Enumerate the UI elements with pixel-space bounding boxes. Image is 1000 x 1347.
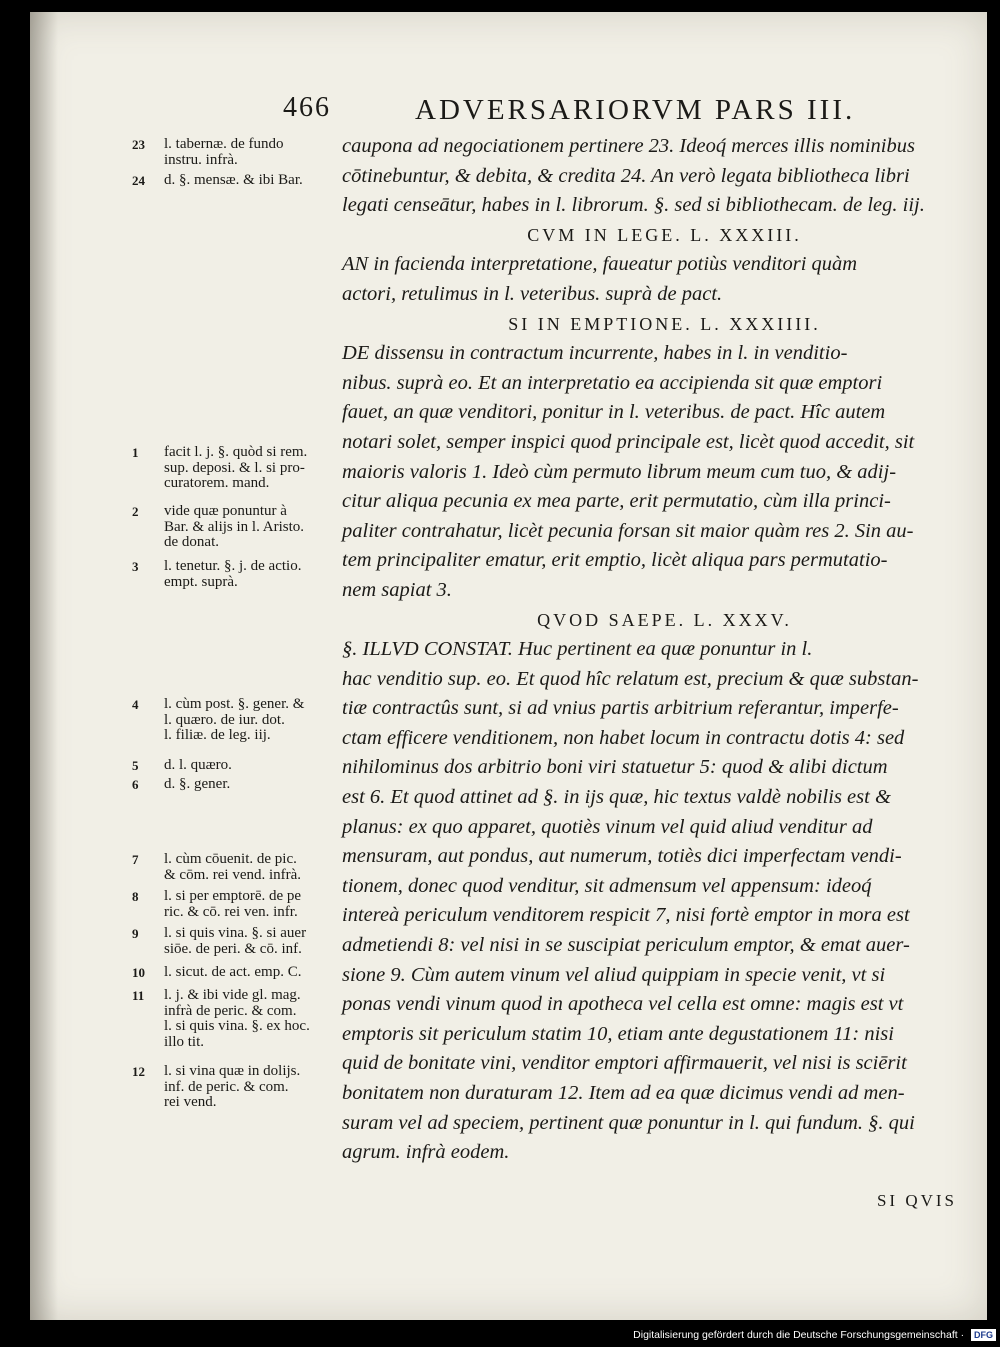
page-number: 466 (283, 92, 331, 123)
text-line: admetiendi 8: vel nisi in se suscipiat periculum emptor, & emat auer- (342, 934, 910, 957)
text-line: caupona ad negociationem pertinere 23. Ideoq́ merces illis nominibus (342, 135, 915, 157)
note-number: 10 (132, 965, 145, 980)
text-line: suram vel ad speciem, pertinent quæ ponuntur in l. qui fundum. §. qui (342, 1111, 915, 1134)
note-text (164, 697, 374, 744)
note-line: l. sicut. de act. emp. C. (164, 964, 302, 980)
dfg-logo: DFG (971, 1329, 996, 1341)
note-text (164, 926, 374, 957)
note-line: l. j. & ibi vide gl. mag. (164, 987, 301, 1003)
note-line: vide quæ ponuntur à (164, 503, 287, 519)
note-text (164, 504, 374, 551)
note-line: d. §. mensæ. & ibi Bar. (164, 172, 303, 188)
note-line: l. si quis vina. §. ex hoc. (164, 1018, 310, 1034)
text-line: sione 9. Cùm autem vinum vel aliud quippiam in specie venit, vt si (342, 963, 886, 986)
note-line: facit l. j. §. quòd si rem. (164, 444, 308, 460)
text-line: notari solet, semper inspici quod principale est, licèt quod accedit, sit (342, 430, 915, 453)
text-line: ctam efficere venditionem, non habet locum in contractu dotis 4: sed (342, 726, 905, 749)
note-line: l. si vina quæ in dolijs. (164, 1063, 301, 1079)
note-line: instru. infrà. (164, 151, 238, 168)
text-line: emptoris sit periculum statim 10, etiam ante degustationem 11: nisi (342, 1022, 894, 1045)
note-line: ric. & cō. rei ven. infr. (164, 903, 298, 920)
note-line: curatorem. mand. (164, 475, 270, 491)
text-line: paliter contrahatur, licèt pecunia forsan sit maior quàm res 2. Sin au- (342, 519, 914, 542)
note-text (164, 988, 374, 1050)
funding-text: Digitalisierung gefördert durch die Deutsche Forschungsgemeinschaft · (633, 1329, 965, 1341)
note-line: l. filiæ. de leg. iij. (164, 727, 271, 743)
note-number: 11 (132, 988, 145, 1003)
note-line: inf. de peric. & com. (164, 1078, 289, 1095)
note-text (164, 445, 374, 492)
text-line: nem sapiat 3. (342, 578, 452, 601)
note-line: l. tenetur. §. j. de actio. (164, 558, 302, 574)
text-line: DE dissensu in contractum incurrente, habes in l. in venditio- (342, 342, 848, 365)
text-line: mensuram, aut pondus, aut numerum, totiès dici imperfectam vendi- (342, 845, 902, 868)
text-line: actori, retulimus in l. veteribus. suprà de pact. (342, 282, 723, 305)
note-text (164, 137, 374, 168)
text-line: hac venditio sup. eo. Et quod hîc relatum est, precium & quæ substan- (342, 667, 919, 690)
catchword: SI QVIS (876, 1190, 957, 1210)
note-line: sup. deposi. & l. si pro- (164, 459, 305, 476)
text-line: tem principaliter ematur, erit emptio, licèt aliqua pars permutatio- (342, 549, 888, 572)
text-line: nibus. suprà eo. Et an interpretatio ea accipienda sit quæ emptori (342, 371, 883, 394)
note-line: d. §. gener. (164, 776, 231, 792)
note-line: & cōm. rei vend. infrà. (164, 866, 302, 883)
note-line: l. tabernæ. de fundo (164, 136, 284, 152)
funding-footer (600, 1329, 996, 1343)
note-line: infrà de peric. & com. (164, 1002, 297, 1019)
note-number: 3 (132, 559, 139, 574)
text-line: citur aliqua pecunia ex mea parte, erit permutatio, cùm illa princi- (342, 490, 891, 513)
book-page (30, 12, 987, 1320)
note-line: siōe. de peri. & cō. inf. (164, 940, 302, 957)
section-heading: SI IN EMPTIONE. L. XXXIIII. (508, 313, 821, 334)
note-text (164, 777, 374, 793)
text-line: maioris valoris 1. Ideò cùm permuto librum meum cum tuo, & adij- (342, 460, 897, 483)
note-line: l. cùm post. §. gener. & (164, 696, 305, 712)
note-number: 4 (132, 697, 139, 712)
note-number: 12 (132, 1064, 145, 1079)
note-number: 8 (132, 889, 139, 904)
note-number: 23 (132, 137, 145, 152)
note-text (164, 173, 374, 189)
note-line: l. si quis vina. §. si auer (164, 925, 307, 941)
section-heading: CVM IN LEGE. L. XXXIII. (527, 224, 802, 245)
main-text (342, 132, 987, 1215)
running-title: ADVERSARIORVM PARS III. (415, 94, 856, 126)
note-text (164, 758, 374, 774)
section-heading: QVOD SAEPE. L. XXXV. (537, 609, 792, 630)
note-line: rei vend. (164, 1094, 217, 1110)
text-line: tiæ contractûs sunt, si ad vnius partis arbitrium referantur, imperfe- (342, 697, 899, 720)
note-number: 6 (132, 777, 139, 792)
text-line: legati censeātur, habes in l. librorum. §. sed si bibliothecam. de leg. iij. (342, 194, 925, 217)
note-line: l. si per emptorē. de pe (164, 888, 302, 904)
note-text (164, 965, 374, 981)
note-number: 5 (132, 758, 139, 773)
text-line: cōtinebuntur, & debita, & credita 24. An verò legata bibliotheca libri (342, 164, 910, 187)
note-number: 2 (132, 504, 139, 519)
text-line: agrum. infrà eodem. (342, 1141, 510, 1164)
note-line: l. cùm cōuenit. de pic. (164, 851, 297, 867)
note-line: d. l. quæro. (164, 757, 232, 773)
running-head (283, 92, 915, 132)
note-text (164, 852, 374, 883)
text-line: bonitatem non duraturam 12. Item ad ea quæ dicimus vendi ad men- (342, 1082, 905, 1104)
text-line: quid de bonitate vini, venditor emptori affirmauerit, vel nisi is sciērit (342, 1052, 907, 1075)
page-gutter-shadow (30, 12, 58, 1320)
text-line: planus: ex quo apparet, quotiès vinum vel quid aliud venditur ad (342, 815, 873, 838)
note-number: 7 (132, 852, 139, 867)
note-line: l. quæro. de iur. dot. (164, 711, 285, 728)
note-line: empt. suprà. (164, 573, 238, 590)
text-line: tionem, donec quod venditur, sit admensum vel appensum: ideoq́ (342, 874, 872, 897)
note-number: 24 (132, 173, 145, 188)
note-number: 1 (132, 445, 139, 460)
text-line: intereà periculum venditorem respicit 7, nisi fortè emptor in mora est (342, 904, 910, 927)
text-line: ponas vendi vinum quod in apotheca vel cella est omne: magis est vt (342, 993, 904, 1016)
note-line: Bar. & alijs in l. Aristo. (164, 518, 305, 535)
text-line: §. ILLVD CONSTAT. Huc pertinent ea quæ ponuntur in l. (342, 638, 813, 661)
note-text (164, 559, 374, 590)
note-number: 9 (132, 926, 139, 941)
note-line: de donat. (164, 534, 219, 550)
note-text (164, 889, 374, 920)
note-text (164, 1064, 374, 1111)
text-line: AN in facienda interpretatione, faueatur potiùs venditori quàm (342, 253, 858, 276)
text-line: fauet, an quæ venditori, ponitur in l. veteribus. de pact. Hîc autem (342, 401, 886, 424)
note-line: illo tit. (164, 1033, 205, 1050)
text-line: nihilominus dos arbitrio boni viri statuetur 5: quod & alibi dictum (342, 756, 888, 779)
text-line: est 6. Et quod attinet ad §. in ijs quæ, hic textus valdè nobilis est & (342, 786, 891, 809)
